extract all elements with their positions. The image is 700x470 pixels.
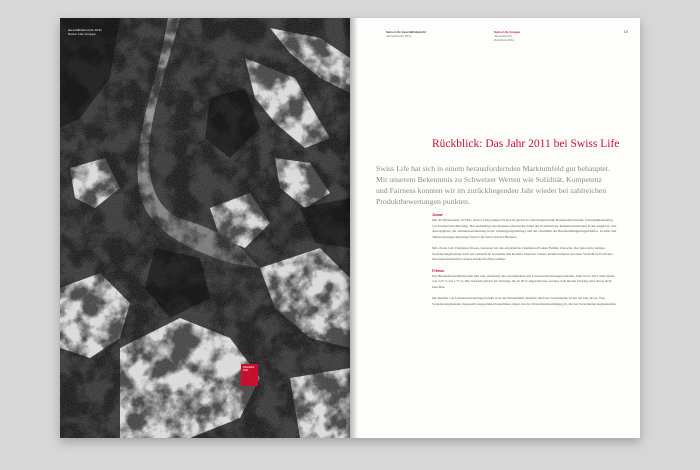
body-paragraph: Das Bundesfinanzministerium gibt eine Änderung des Garantiezinses für Lebensversicherungen bekannt. Zum 01.01.2012 sinkt dieser von 2,25 % auf 1,75 %. Die Garantie gilt nur für Verträge, die ab 2012 abgeschlossen werden. Alle älteren Verträge sind davon nicht betroffen.	[432, 273, 615, 289]
section-heading-februar: Februar	[432, 268, 445, 273]
section-header-line: Rückblick 2011	[494, 38, 515, 42]
running-header-section	[494, 30, 520, 42]
page-title: Rückblick: Das Jahr 2011 bei Swiss Life	[432, 138, 620, 150]
badge-line: 2011	[243, 369, 249, 373]
brochure-spread	[60, 18, 640, 438]
photo-header-line: Geschäftsbericht 2011	[68, 28, 102, 32]
section-heading-januar: Januar	[432, 213, 443, 217]
section-header-line: Swiss Life Gruppe	[494, 30, 521, 34]
photo-header-line: Swiss Life Gruppe	[68, 32, 96, 36]
running-header-line: Jahresbericht 2011	[386, 34, 412, 38]
body-paragraph: Die Rendite von Lebensversicherungen bleibt trotz des Zinsumfelds attraktiv, denn der Garantiezins ist nur ein Teil davon. Was Versicherungskunden insgesamt ausgeschüttet bekommen, hängt von der Überschussbeteiligung ab, die den Versicherten zugutekommt.	[432, 296, 617, 306]
section-header-line: Jahresbericht	[494, 34, 513, 38]
page-number: 15	[623, 29, 628, 34]
body-text	[432, 213, 617, 313]
body-paragraph: Mit »Swiss Life Champion Invest« lancieren wir das erfolgreiche Champion-Produkt Familie Zuwachs. Das innovative Anlage-Versicherungskonzept setzt auf verlässliche Garantien und Rendite-Chancen. Unsere Kunden können aus einer Vielzahl an Portfolios mit unterschiedlichen Chance-Risiko-Profilen wählen.	[432, 246, 613, 261]
photo-header-text	[68, 28, 102, 36]
intro-paragraph: Swiss Life hat sich in einem herausfordernden Marktumfeld gut behauptet. Mit unserem Bekenntnis zu Schweizer Werten wie Solidität, Kompetenz und Fairness konnten wir im zurückliegenden Jahr wieder bei zahlreichen Produktbewertungen punkten.	[376, 164, 610, 206]
running-header-line: Swiss Life Geschäftsbericht	[386, 30, 427, 34]
body-paragraph: Mit der Nilsmasanin »FVPx« (Swiss Life) punktet Swiss Life gleich zu Jahresbeginn beim Bundesaufsichtsamt. Unternehmensrating von Produkt und Beratung. Das nachhaltige Analysehaus untersuchte dabei das Kriterium der Kundenorientierung in der Angebots- und Antragsphase, die »Kundenorientierung in der Leistungsregulierung« und die »Stabilität des Berufsunfähigkeitsgeschäfts«. In allen drei Teilbewertungen überzeugt Swiss Life Select mit der Bestnote.	[432, 218, 617, 239]
red-location-badge	[241, 364, 258, 386]
badge-line: Rückblick	[243, 366, 255, 369]
left-page-photo	[60, 18, 350, 438]
right-page	[350, 18, 640, 438]
running-header-left	[386, 30, 426, 38]
glacier-aerial-photo	[60, 18, 350, 438]
book-gutter-shadow	[342, 18, 358, 438]
